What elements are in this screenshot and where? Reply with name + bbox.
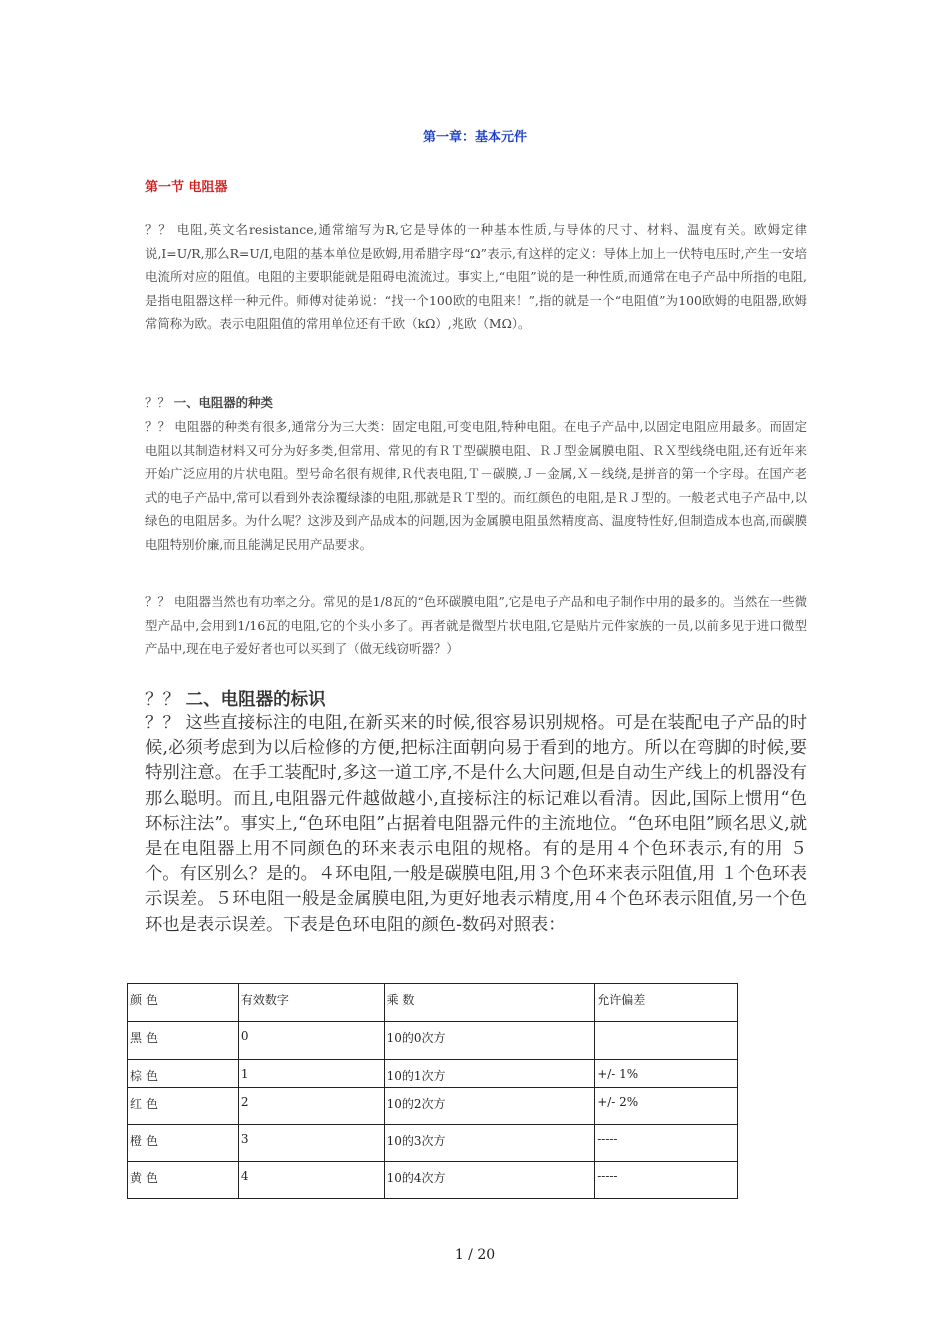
paragraph-resistor-marking: ？？ 这些直接标注的电阻,在新买来的时候,很容易识别规格。可是在装配电子产品的时候,必须考虑到为以后检修的方便,把标注面朝向易于看到的地方。所以在弯脚的时候,要特别注意。在手工装配时,多这一道工序,不是什么大问题,但是自动生产线上的机器没有那么聪明。而且,电阻器元件越做越小,直接标注的标记难以看清。因此,国际上惯用“色环标注法”。事实上,“色环电阻”占据着电阻器元件的主流地位。“色环电阻”顾名思义,就是在电阻器上用不同颜色的环来表示电阻的规格。有的是用４个色环表示,有的用 ５个。有区别么？是的。４环电阻,一般是碳膜电阻,用３个色环来表示阻值,用 １个色环表示误差。５环电阻一般是金属膜电阻,为更好地表示精度,用４个色环表示阻值,另一个色环也是表示误差。下表是色环电阻的颜色-数码对照表：: [145, 713, 807, 935]
table-row: [128, 1162, 738, 1199]
table-cell: 黑 色: [128, 1022, 239, 1060]
table-row: [128, 1088, 738, 1125]
table-cell: 1: [238, 1060, 384, 1088]
table-row: [128, 1060, 738, 1088]
table-cell: +/- 1%: [595, 1060, 738, 1088]
table-cell: 橙 色: [128, 1125, 239, 1162]
table-cell: 棕 色: [128, 1060, 239, 1088]
table-header-cell: 允许偏差: [595, 984, 738, 1022]
page-number: 1 / 20: [454, 1247, 496, 1263]
subheading-resistor-marking: [145, 686, 326, 711]
paragraph-resistor-types: ？？ 电阻器的种类有很多,通常分为三大类：固定电阻,可变电阻,特种电阻。在电子产品中,以固定电阻应用最多。而固定电阻以其制造材料又可分为好多类,但常用、常见的有ＲＴ型碳膜电阻、ＲＪ型金属膜电阻、ＲＸ型线绕电阻,还有近年来开始广泛应用的片状电阻。型号命名很有规律,Ｒ代表电阻,Ｔ－碳膜,Ｊ－金属,Ｘ－线绕,是拼音的第一个字母。在国产老式的电子产品中,常可以看到外表涂覆绿漆的电阻,那就是ＲＴ型的。而红颜色的电阻,是ＲＪ型的。一般老式电子产品中,以绿色的电阻居多。为什么呢？这涉及到产品成本的问题,因为金属膜电阻虽然精度高、温度特性好,但制造成本也高,而碳膜电阻特别价廉,而且能满足民用产品要求。: [145, 419, 807, 552]
paragraph-resistor-power: ？？ 电阻器当然也有功率之分。常见的是1/8瓦的“色环碳膜电阻”,它是电子产品和电子制作中用的最多的。当然在一些微型产品中,会用到1/16瓦的电阻,它的个头小多了。再者就是微型片状电阻,它是贴片元件家族的一员,以前多见于进口微型产品中,现在电子爱好者也可以买到了（做无线窃听器？）: [145, 594, 807, 656]
table-cell: [595, 1022, 738, 1060]
subheading-text: 二、电阻器的标识: [185, 690, 326, 710]
table-cell: 0: [238, 1022, 384, 1060]
table-cell: 黄 色: [128, 1162, 239, 1199]
table-cell: 10的1次方: [384, 1060, 595, 1088]
subheading-prefix: ？？: [145, 395, 170, 410]
table-row: [128, 1022, 738, 1060]
table-cell: 红 色: [128, 1088, 239, 1125]
table-cell: -----: [595, 1125, 738, 1162]
table-cell: 10的3次方: [384, 1125, 595, 1162]
table-header-row: [128, 984, 738, 1022]
subheading-text: 一、电阻器的种类: [173, 395, 273, 410]
table-cell: 3: [238, 1125, 384, 1162]
table-header-cell: 乘 数: [384, 984, 595, 1022]
table-header-cell: 有效数字: [238, 984, 384, 1022]
subheading-prefix: ？？: [145, 690, 180, 710]
table-cell: 4: [238, 1162, 384, 1199]
paragraph-resistance-definition: ？？ 电阻,英文名resistance,通常缩写为R,它是导体的一种基本性质,与导体的尺寸、材料、温度有关。欧姆定律说,I=U/R,那么R=U/I,电阻的基本单位是欧姆,用希腊字母“Ω”表示,有这样的定义：导体上加上一伏特电压时,产生一安培电流所对应的阻值。电阻的主要职能就是阻碍电流流过。事实上,“电阻”说的是一种性质,而通常在电子产品中所指的电阻,是指电阻器这样一种元件。师傅对徒弟说：“找一个100欧的电阻来！”,指的就是一个“电阻值”为100欧姆的电阻器,欧姆常简称为欧。表示电阻阻值的常用单位还有千欧（kΩ）,兆欧（MΩ）。: [145, 222, 807, 331]
table-cell: 10的0次方: [384, 1022, 595, 1060]
table-cell: -----: [595, 1162, 738, 1199]
table-cell: 10的2次方: [384, 1088, 595, 1125]
color-code-table: [127, 983, 738, 1199]
table-header-cell: 颜 色: [128, 984, 239, 1022]
section-title: 第一节 电阻器: [145, 180, 228, 195]
table-cell: +/- 2%: [595, 1088, 738, 1125]
table-cell: 10的4次方: [384, 1162, 595, 1199]
table-cell: 2: [238, 1088, 384, 1125]
subheading-resistor-types: [145, 393, 273, 411]
table-row: [128, 1125, 738, 1162]
chapter-title: 第一章：基本元件: [422, 130, 527, 145]
